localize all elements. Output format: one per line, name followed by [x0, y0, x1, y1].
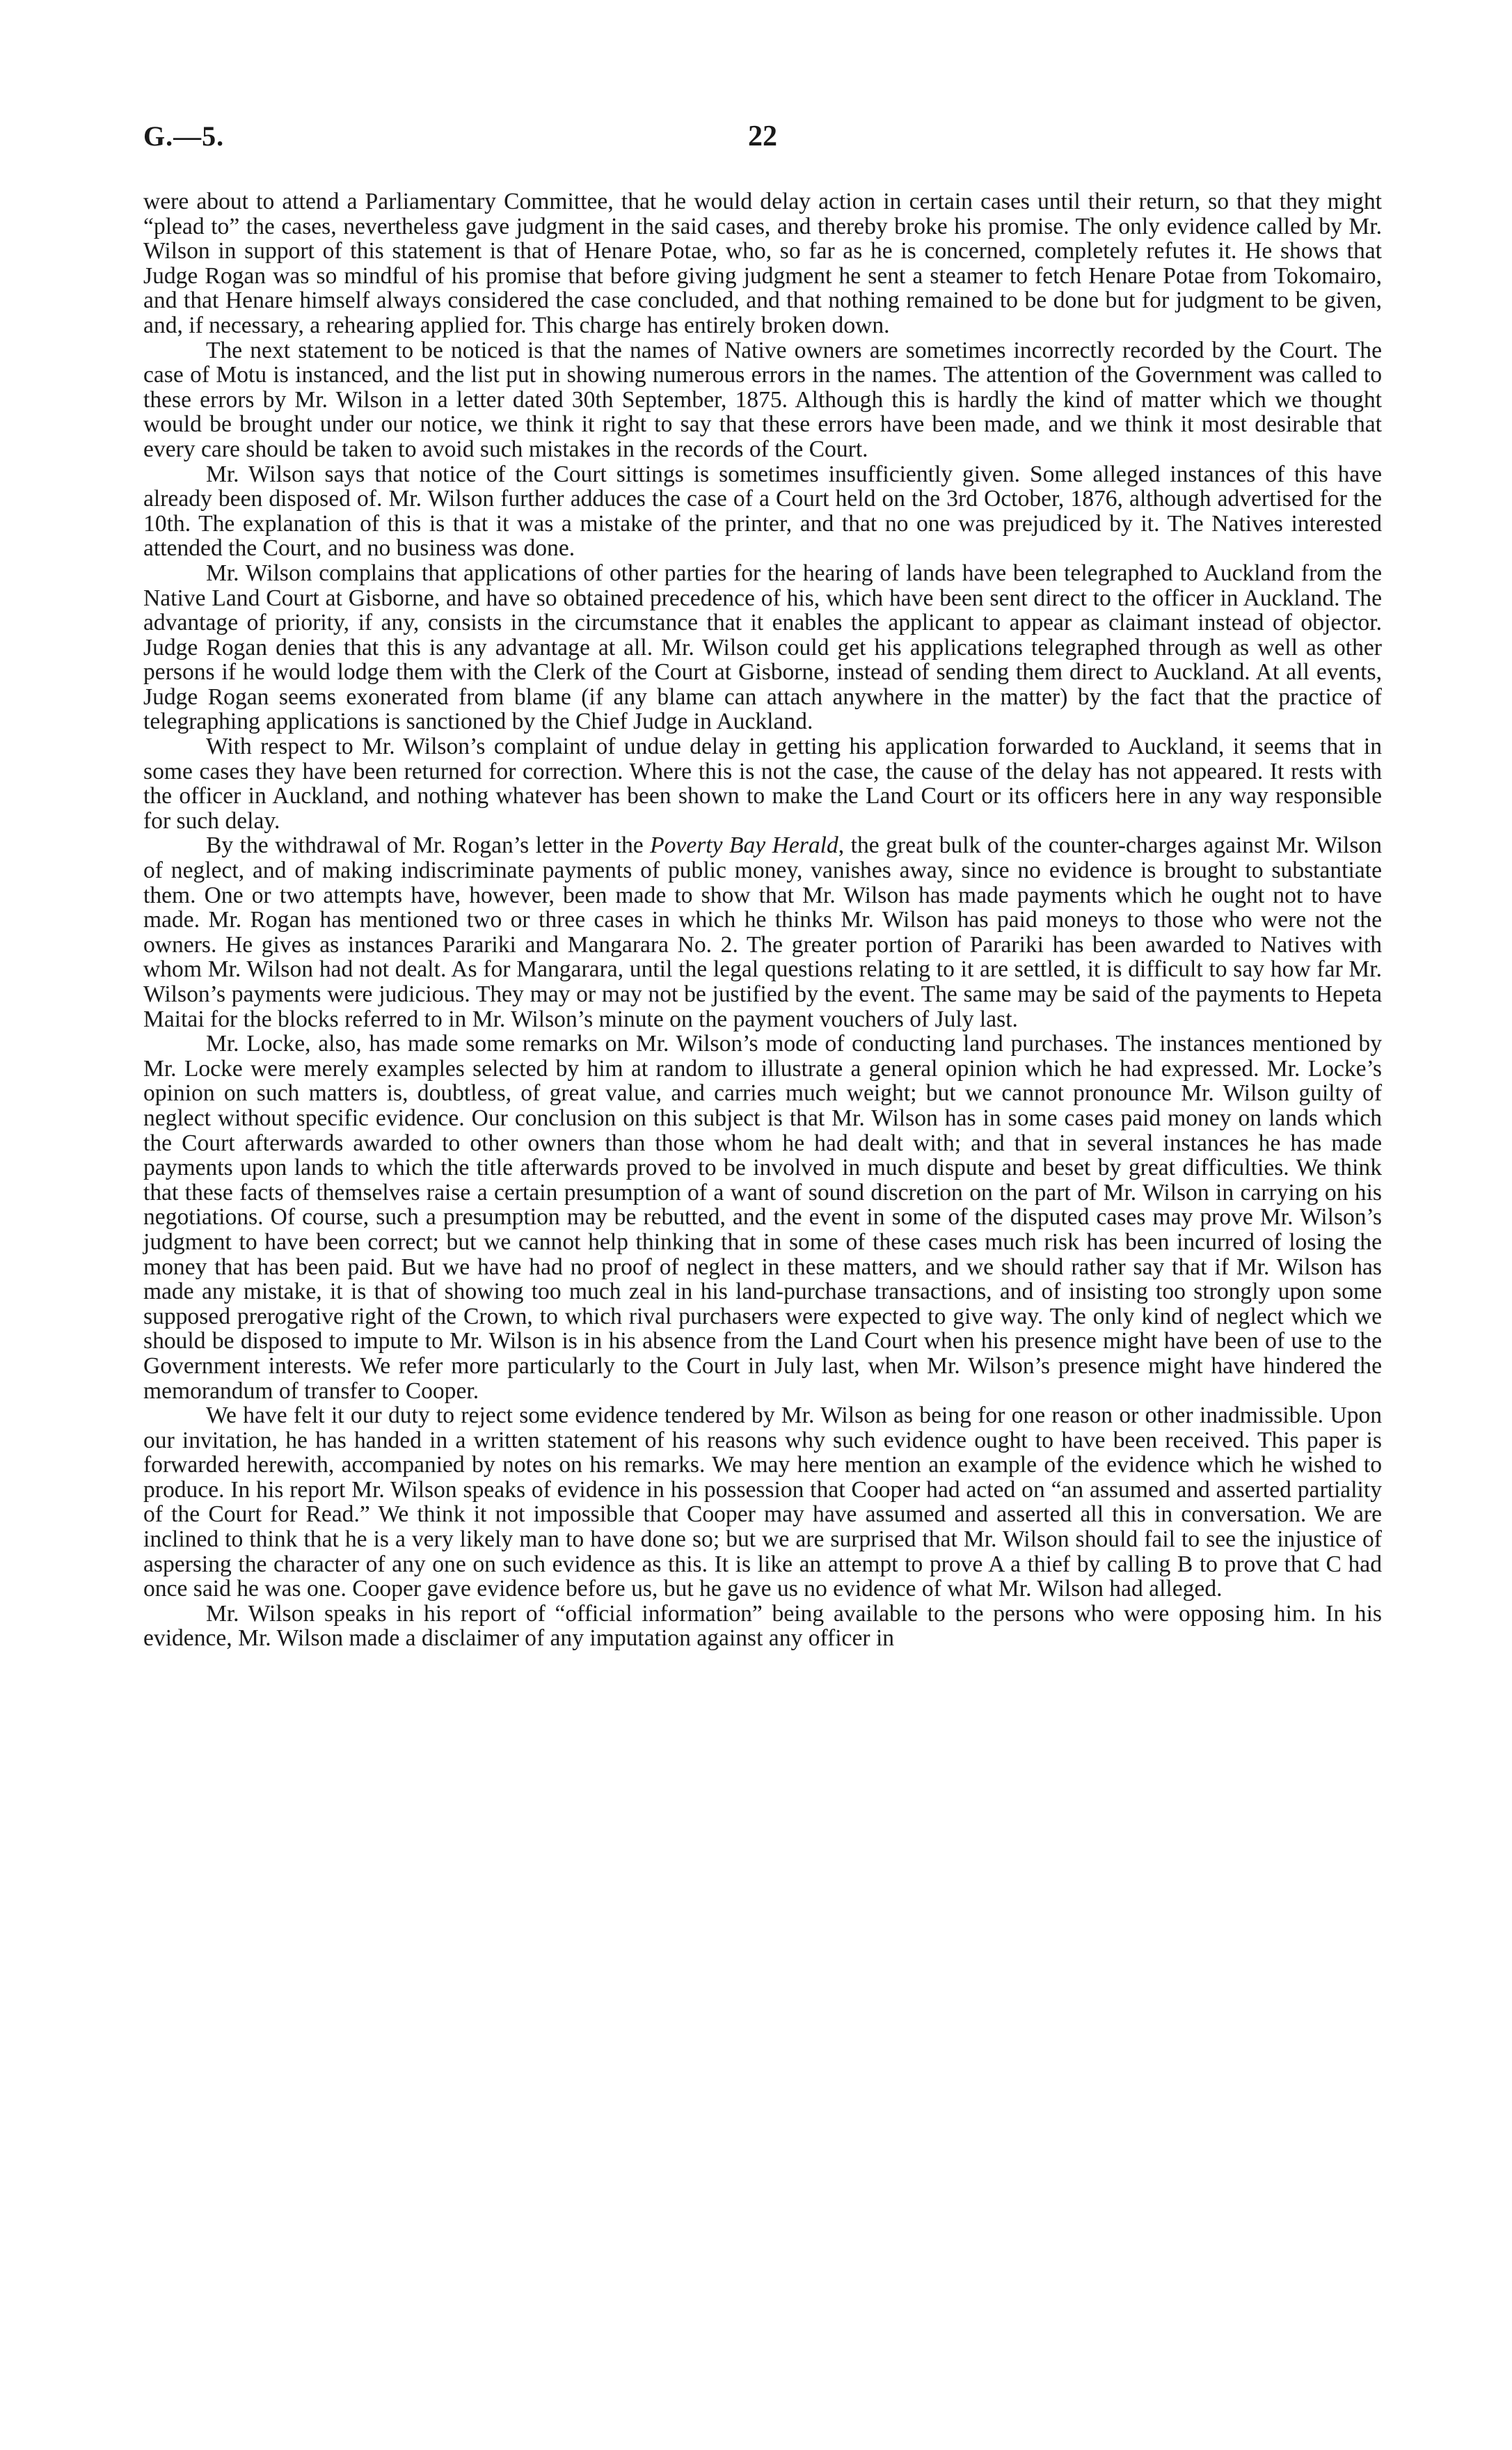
page-number: 22 [748, 120, 777, 152]
body-text [143, 189, 1382, 1651]
paragraph-4: Mr. Wilson complains that applications of other parties for the hearing of lands have been telegraphed to Auckland from the Native Land Court at Gisborne, and have so obtained precedence of his, which have been sent direct to the officer in Auckland. The advantage of priority, if any, consists in the circumstance that it enables the applicant to appear as claimant instead of objector. Judge Rogan denies that this is any advantage at all. Mr. Wilson could get his applications telegraphed through as well as other persons if he would lodge them with the Clerk of the Court at Gisborne, instead of sending them direct to Auckland. At all events, Judge Rogan seems exonerated from blame (if any blame can attach anywhere in the matter) by the fact that the practice of telegraphing applications is sanctioned by the Chief Judge in Auckland. [143, 560, 1382, 735]
paragraph-3: Mr. Wilson says that notice of the Court sittings is sometimes insufficiently given. Some alleged instances of this have already been disposed of. Mr. Wilson further adduces the case of a Court held on the 3rd October, 1876, although advertised for the 10th. The explanation of this is that it was a mistake of the printer, and that no one was prejudiced by it. The Natives interested attended the Court, and no business was done. [143, 461, 1382, 562]
paragraph-6-text-after: , the great bulk of the counter-charges against Mr. Wilson of neglect, and of making indiscriminate payments of public money, vanishes away, since no evidence is brought to substantiate them. One or two attempts have, however, been made to show that Mr. Wilson has made payments which he ought not to have made. Mr. Rogan has mentioned two or three cases in which he thinks Mr. Wilson has paid moneys to those who were not the owners. He gives as instances Parariki and Mangarara No. 2. The greater portion of Parariki has been awarded to Natives with whom Mr. Wilson had not dealt. As for Mangarara, until the legal questions relating to it are settled, it is difficult to say how far Mr. Wilson’s payments were judicious. They may or may not be justified by the event. The same may be said of the payments to Hepeta Maitai for the blocks referred to in Mr. Wilson’s minute on the payment vouchers of July last. [143, 832, 1383, 1032]
paragraph-6-text-before: By the withdrawal of Mr. Rogan’s letter in the [206, 832, 651, 859]
page-header [143, 120, 1382, 161]
paragraph-9: Mr. Wilson speaks in his report of “official information” being available to the persons who were opposing him. In his evidence, Mr. Wilson made a disclaimer of any imputation against any officer in [143, 1600, 1382, 1652]
paragraph-8: We have felt it our duty to reject some evidence tendered by Mr. Wilson as being for one reason or other inadmissible. Upon our invitation, he has handed in a written statement of his reasons why such evidence ought to have been received. This paper is forwarded herewith, accompanied by notes on his remarks. We may here mention an example of the evidence which he wished to produce. In his report Mr. Wilson speaks of evidence in his possession that Cooper had acted on “an assumed and asserted partiality of the Court for Read.” We think it not impossible that Cooper may have assumed and asserted all this in conversation. We are inclined to think that he is a very likely man to have done so; but we are surprised that Mr. Wilson should fail to see the injustice of aspersing the character of any one on such evidence as this. It is like an attempt to prove A a thief by calling B to prove that C had once said he was one. Cooper gave evidence before us, but he gave us no evidence of what Mr. Wilson had alleged. [143, 1402, 1382, 1602]
newspaper-title: Poverty Bay Herald [650, 832, 838, 859]
paragraph-7: Mr. Locke, also, has made some remarks on Mr. Wilson’s mode of conducting land purchases. The instances mentioned by Mr. Locke were merely examples selected by him at random to illustrate a general opinion which he had expressed. Mr. Locke’s opinion on such matters is, doubtless, of great value, and carries much weight; but we cannot pronounce Mr. Wilson guilty of neglect without specific evidence. Our conclusion on this subject is that Mr. Wilson has in some cases paid money on lands which the Court afterwards awarded to other owners than those whom he had dealt with; and that in several instances he has made payments upon lands to which the title afterwards proved to be involved in much dispute and beset by great difficulties. We think that these facts of themselves raise a certain presumption of a want of sound discretion on the part of Mr. Wilson in carrying on his negotiations. Of course, such a presumption may be rebutted, and the event in some of the disputed cases may prove Mr. Wilson’s judgment to have been correct; but we cannot help thinking that in some of these cases much risk has been incurred of losing the money that has been paid. But we have had no proof of neglect in these matters, and we should rather say that if Mr. Wilson has made any mistake, it is that of showing too much zeal in his land-purchase transactions, and of insisting too strongly upon some supposed prerogative right of the Crown, to which rival purchasers were expected to give way. The only kind of neglect which we should be disposed to impute to Mr. Wilson is in his absence from the Land Court when his presence might have been of use to the Government interests. We refer more particularly to the Court in July last, when Mr. Wilson’s presence might have hindered the memorandum of transfer to Cooper. [143, 1031, 1382, 1404]
paragraph-6 [143, 833, 1382, 1032]
paragraph-5: With respect to Mr. Wilson’s complaint of undue delay in getting his application forwarded to Auckland, it seems that in some cases they have been returned for correction. Where this is not the case, the cause of the delay has not appeared. It rests with the officer in Auckland, and nothing whatever has been shown to make the Land Court or its officers here in any way responsible for such delay. [143, 734, 1382, 834]
document-reference: G.—5. [143, 120, 225, 152]
paragraph-1: were about to attend a Parliamentary Committee, that he would delay action in certain cases until their return, so that they might “plead to” the cases, nevertheless gave judgment in the said cases, and thereby broke his promise. The only evidence called by Mr. Wilson in support of this statement is that of Henare Potae, who, so far as he is concerned, completely refutes it. He shows that Judge Rogan was so mindful of his promise that before giving judgment he sent a steamer to fetch Henare Potae from Tokomairo, and that Henare himself always considered the case concluded, and that nothing remained to be done but for judgment to be given, and, if necessary, a rehearing applied for. This charge has entirely broken down. [143, 189, 1382, 338]
paragraph-2: The next statement to be noticed is that the names of Native owners are sometimes incorrectly recorded by the Court. The case of Motu is instanced, and the list put in showing numerous errors in the names. The attention of the Government was called to these errors by Mr. Wilson in a letter dated 30th September, 1875. Although this is hardly the kind of matter which we thought would be brought under our notice, we think it right to say that these errors have been made, and we think it most desirable that every care should be taken to avoid such mistakes in the records of the Court. [143, 337, 1382, 462]
